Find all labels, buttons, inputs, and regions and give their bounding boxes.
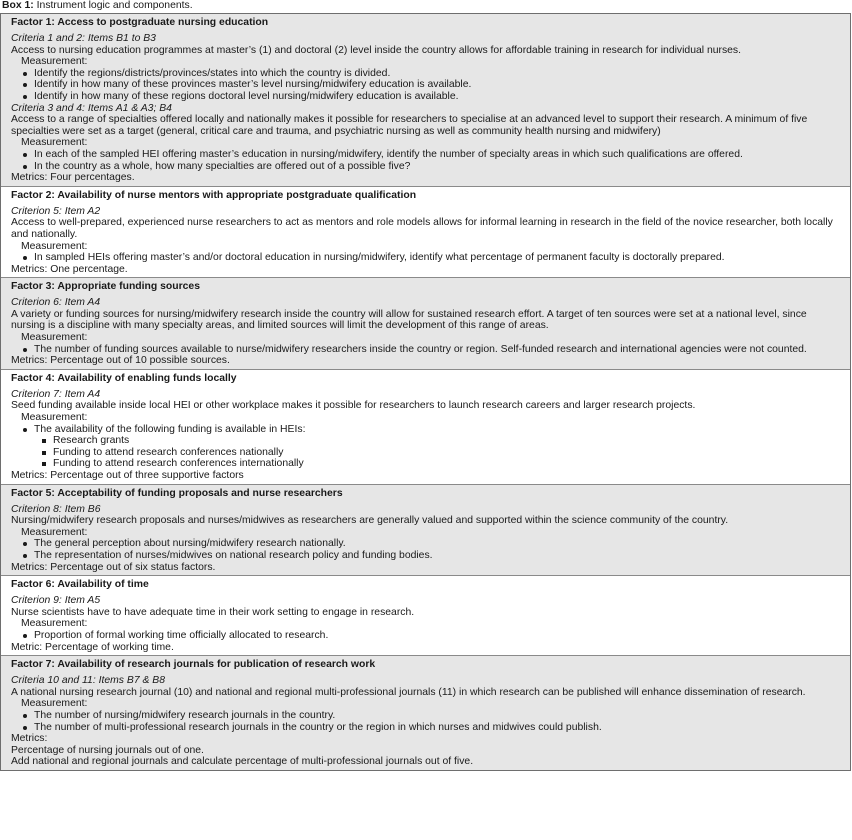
- paragraph: A national nursing research journal (10) and national and regional multi-professional journals (11) in which research can be published will enhance dissemination of research.: [11, 686, 806, 698]
- list-item: Funding to attend research conferences nationally: [41, 447, 841, 459]
- measurement-label: Measurement:: [21, 56, 88, 68]
- paragraph: Metric: Percentage of working time.: [11, 641, 174, 653]
- criterion-heading: Criterion 9: Item A5: [11, 595, 101, 607]
- factor-section-1: [1, 14, 850, 186]
- bullet-list: [11, 710, 841, 733]
- criterion-heading: Criteria 10 and 11: Items B7 & B8: [11, 675, 166, 687]
- paragraph: Percentage of nursing journals out of one.: [11, 744, 204, 756]
- criterion-heading: Criterion 8: Item B6: [11, 503, 101, 515]
- paragraph: Access to well-prepared, experienced nurse researchers to act as mentors and role models allows for informal learning in research in the field of the novice researcher, both locally and nationally.: [11, 217, 833, 240]
- bullet-list: [11, 424, 841, 436]
- factor-section-3: [1, 277, 850, 369]
- list-item: In each of the sampled HEI offering master’s education in nursing/midwifery, identify the number of specialty areas in which such qualifications are offered.: [22, 149, 841, 161]
- paragraph: Access to nursing education programmes at master’s (1) and doctoral (2) level inside the country allows for affordable training in research for individual nurses.: [11, 44, 742, 56]
- paragraph: Add national and regional journals and calculate percentage of multi-professional journals out of five.: [11, 756, 474, 768]
- bullet-list: [11, 630, 841, 642]
- list-item: Identify the regions/districts/provinces/states into which the country is divided.: [22, 68, 841, 80]
- paragraph: Metrics: Percentage out of three supportive factors: [11, 470, 244, 481]
- factor-section-7: [1, 655, 850, 770]
- list-item: In sampled HEIs offering master’s and/or doctoral education in nursing/midwifery, identify what percentage of permanent faculty is doctorally prepared.: [22, 252, 841, 264]
- paragraph: Metrics: Four percentages.: [11, 172, 135, 184]
- list-item: The general perception about nursing/midwifery research nationally.: [22, 538, 841, 550]
- list-item: The number of multi-professional research journals in the country or the region in which nurses and midwives could publish.: [22, 722, 841, 734]
- factor-section-5: [1, 484, 850, 576]
- list-item: In the country as a whole, how many specialties are offered out of a possible five?: [22, 161, 841, 173]
- paragraph: A variety or funding sources for nursing/midwifery research inside the country will allow for sustained research effort. A target of ten sources were set at a national level, since nursing is a discipline with many specialty areas, and limited sources will limit the development of this range of areas.: [11, 308, 807, 332]
- list-item: The availability of the following funding is available in HEIs:: [22, 424, 841, 436]
- instrument-box: [0, 13, 851, 771]
- bullet-list: [11, 68, 841, 103]
- square-bullet-list: [11, 435, 841, 470]
- paragraph: Metrics:: [11, 733, 48, 745]
- factor-section-2: [1, 186, 850, 278]
- measurement-label: Measurement:: [21, 240, 88, 252]
- list-item: The representation of nurses/midwives on national research policy and funding bodies.: [22, 550, 841, 562]
- paragraph: Metrics: Percentage out of six status factors.: [11, 561, 216, 573]
- factor-section-4: [1, 369, 850, 484]
- factor-section-6: [1, 575, 850, 655]
- factor-title: Factor 6: Availability of time: [11, 579, 149, 591]
- paragraph: Metrics: Percentage out of 10 possible sources.: [11, 355, 230, 367]
- factor-title: Factor 4: Availability of enabling funds locally: [11, 372, 237, 384]
- paragraph: Access to a range of specialties offered locally and nationally makes it possible for researchers to specialise at an advanced level to support their research. A minimum of five specialties were set as a target (general, critical care and trauma, and psychiatric nursing as well as community health nursing and midwifery): [11, 114, 808, 137]
- measurement-label: Measurement:: [21, 618, 88, 630]
- bullet-list: [11, 538, 841, 561]
- list-item: Identify in how many of these provinces master’s level nursing/midwifery education is available.: [22, 79, 841, 91]
- factor-title: Factor 3: Appropriate funding sources: [11, 281, 200, 293]
- list-item: The number of funding sources available to nurse/midwifery researchers inside the country or region. Self-funded research and international agencies were not counted.: [22, 344, 841, 356]
- measurement-label: Measurement:: [21, 332, 88, 344]
- bullet-list: [11, 149, 841, 172]
- bullet-list: [11, 252, 841, 264]
- measurement-label: Measurement:: [21, 526, 88, 538]
- criterion-heading: Criterion 6: Item A4: [11, 297, 101, 309]
- list-item: Identify in how many of these regions doctoral level nursing/midwifery education is available.: [22, 91, 841, 103]
- criterion-heading: Criterion 5: Item A2: [11, 205, 101, 217]
- bullet-list: [11, 344, 841, 356]
- factor-title: Factor 1: Access to postgraduate nursing education: [11, 17, 269, 28]
- factor-title: Factor 5: Acceptability of funding proposals and nurse researchers: [11, 487, 343, 499]
- criterion-heading: Criterion 7: Item A4: [11, 388, 101, 400]
- list-item: The number of nursing/midwifery research journals in the country.: [22, 710, 841, 722]
- measurement-label: Measurement:: [21, 412, 88, 424]
- list-item: Research grants: [41, 435, 841, 447]
- factor-title: Factor 2: Availability of nurse mentors with appropriate postgraduate qualification: [11, 189, 417, 201]
- paragraph: Nurse scientists have to have adequate time in their work setting to engage in research.: [11, 606, 415, 618]
- measurement-label: Measurement:: [21, 698, 88, 710]
- box-caption-label: Box 1:: [2, 0, 34, 11]
- paragraph: Metrics: One percentage.: [11, 263, 128, 275]
- paragraph: Seed funding available inside local HEI or other workplace makes it possible for researchers to launch research careers and larger research projects.: [11, 400, 696, 412]
- list-item: Proportion of formal working time officially allocated to research.: [22, 630, 841, 642]
- criterion-heading: Criteria 3 and 4: Items A1 & A3; B4: [11, 102, 172, 114]
- factor-title: Factor 7: Availability of research journals for publication of research work: [11, 659, 376, 671]
- box-caption: [0, 0, 852, 13]
- criterion-heading: Criteria 1 and 2: Items B1 to B3: [11, 33, 156, 44]
- paragraph: Nursing/midwifery research proposals and nurses/midwives as researchers are generally valued and supported within the science community of the country.: [11, 515, 729, 527]
- box-caption-text: Instrument logic and components.: [33, 0, 193, 11]
- measurement-label: Measurement:: [21, 137, 88, 149]
- list-item: Funding to attend research conferences internationally: [41, 458, 841, 470]
